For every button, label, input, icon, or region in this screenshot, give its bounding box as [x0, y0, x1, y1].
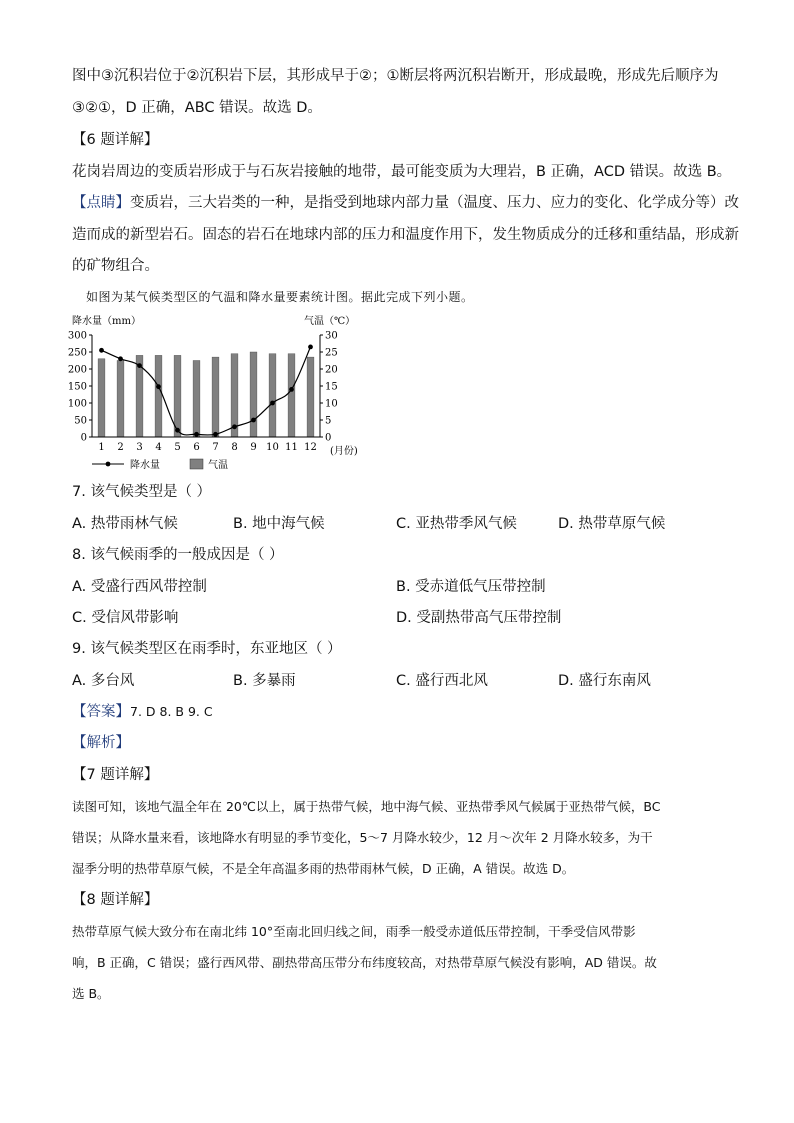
- q7-option-a[interactable]: A. 热带雨林气候: [72, 516, 178, 532]
- analysis-tag: 【解析】: [72, 735, 130, 751]
- x-tick-label: 2: [117, 442, 124, 453]
- left-tick-label: 50: [74, 415, 87, 427]
- text-line-5: 造而成的新型岩石。固态的岩石在地球内部的压力和温度作用下，发生物质成分的迁移和重结晶，形成新: [72, 227, 739, 243]
- x-tick-label: 9: [250, 442, 257, 453]
- precipitation-point: [270, 401, 275, 406]
- temperature-bar: [193, 361, 200, 438]
- temperature-bar: [307, 357, 314, 437]
- q9-option-c[interactable]: C. 盛行西北风: [396, 673, 488, 689]
- q8-option-c[interactable]: C. 受信风带影响: [72, 610, 179, 626]
- left-tick-label: 0: [80, 432, 87, 444]
- question-7: 7. 该气候类型是（ ）: [72, 484, 212, 500]
- temperature-bar: [155, 355, 162, 437]
- text-line-4: 变质岩，三大岩类的一种，是指受到地球内部力量（温度、压力、应力的变化、化学成分等）改: [130, 195, 739, 211]
- precipitation-point: [251, 418, 256, 423]
- q8-option-a[interactable]: A. 受盛行西风带控制: [72, 579, 207, 595]
- precipitation-point: [194, 432, 199, 437]
- left-tick-label: 150: [68, 381, 87, 393]
- q9-option-b[interactable]: B. 多暴雨: [233, 673, 296, 689]
- explain-line-4: 热带草原气候大致分布在南北纬 10°至南北回归线之间，雨季一般受赤道低压带控制，干季受信风带影: [72, 924, 636, 939]
- q7-option-d[interactable]: D. 热带草原气候: [558, 516, 666, 532]
- x-unit-label: (月份): [330, 446, 358, 457]
- precipitation-point: [289, 387, 294, 392]
- explain-line-2: 错误；从降水量来看，该地降水有明显的季节变化，5～7 月降水较少，12 月～次年 2 月降水较多，为干: [72, 830, 653, 845]
- right-tick-label: 30: [325, 330, 338, 342]
- right-axis-label: 气温（℃）: [304, 316, 356, 327]
- x-tick-label: 10: [266, 442, 279, 453]
- q7-option-c[interactable]: C. 亚热带季风气候: [396, 516, 517, 532]
- x-tick-label: 1: [98, 442, 105, 453]
- chart-caption: 如图为某气候类型区的气温和降水量要素统计图。据此完成下列小题。: [86, 290, 474, 304]
- answer-text: 7. D 8. B 9. C: [130, 704, 213, 719]
- right-tick-label: 25: [325, 347, 338, 359]
- precipitation-line: [102, 347, 311, 435]
- section-header-7: 【7 题详解】: [72, 767, 159, 783]
- right-tick-label: 10: [325, 398, 338, 410]
- legend-bar-swatch: [190, 459, 203, 469]
- temperature-bar: [288, 354, 295, 437]
- explain-line-5: 响，B 正确，C 错误；盛行西风带、副热带高压带分布纬度较高，对热带草原气候没有影响，AD 错误。故: [72, 955, 657, 970]
- right-tick-label: 20: [325, 364, 338, 376]
- precipitation-point: [99, 348, 104, 353]
- precipitation-point: [308, 345, 313, 350]
- x-tick-label: 11: [285, 442, 298, 453]
- q9-option-a[interactable]: A. 多台风: [72, 673, 135, 689]
- x-tick-label: 7: [212, 442, 219, 453]
- right-tick-label: 0: [325, 432, 332, 444]
- explain-line-1: 读图可知，该地气温全年在 20℃以上，属于热带气候，地中海气候、亚热带季风气候属于亚热带气候，BC: [72, 799, 661, 814]
- left-axis-label: 降水量（mm）: [72, 316, 141, 327]
- text-line-6: 的矿物组合。: [72, 258, 159, 274]
- right-tick-label: 15: [325, 381, 338, 393]
- dianjing-line: [72, 193, 739, 213]
- precipitation-point: [118, 356, 123, 361]
- precipitation-point: [137, 363, 142, 368]
- x-tick-label: 8: [231, 442, 238, 453]
- x-tick-label: 4: [155, 442, 162, 453]
- answer-tag: 【答案】: [72, 704, 130, 720]
- precipitation-point: [175, 428, 180, 433]
- section-header-6: 【6 题详解】: [72, 132, 159, 148]
- temperature-bar: [98, 359, 105, 437]
- x-tick-label: 6: [193, 442, 200, 453]
- text-line-3: 花岗岩周边的变质岩形成于与石灰岩接触的地带，最可能变质为大理岩，B 正确，ACD 错误。故选 B。: [72, 164, 732, 180]
- legend-line-marker: [106, 462, 111, 467]
- right-tick-label: 5: [325, 415, 332, 427]
- temperature-bar: [117, 361, 124, 438]
- precipitation-point: [213, 432, 218, 437]
- text-line-1: 图中③沉积岩位于②沉积岩下层，其形成早于②；①断层将两沉积岩断开，形成最晚，形成先后顺序为: [72, 68, 719, 84]
- precipitation-point: [156, 384, 161, 389]
- section-header-8: 【8 题详解】: [72, 892, 159, 908]
- explain-line-3: 湿季分明的热带草原气候，不是全年高温多雨的热带雨林气候，D 正确，A 错误。故选 D。: [72, 861, 575, 876]
- temperature-bar: [269, 354, 276, 437]
- temperature-bar: [212, 357, 219, 437]
- q8-option-b[interactable]: B. 受赤道低气压带控制: [396, 579, 546, 595]
- explain-line-6: 选 B。: [72, 986, 110, 1001]
- precipitation-point: [232, 424, 237, 429]
- left-tick-label: 100: [68, 398, 87, 410]
- answer-line: [72, 702, 213, 722]
- x-tick-label: 12: [304, 442, 317, 453]
- temperature-bar: [250, 352, 257, 437]
- x-tick-label: 3: [136, 442, 143, 453]
- legend-label-temp: 气温: [208, 460, 228, 471]
- temperature-bar: [174, 355, 181, 437]
- climate-chart: [68, 306, 368, 476]
- question-9: 9. 该气候类型区在雨季时，东亚地区（ ）: [72, 641, 342, 657]
- left-tick-label: 250: [68, 347, 87, 359]
- q7-option-b[interactable]: B. 地中海气候: [233, 516, 325, 532]
- dianjing-tag: 【点睛】: [72, 195, 130, 211]
- legend-label-precip: 降水量: [130, 460, 160, 471]
- x-tick-label: 5: [174, 442, 181, 453]
- left-tick-label: 200: [68, 364, 87, 376]
- q8-option-d[interactable]: D. 受副热带高气压带控制: [396, 610, 562, 626]
- text-line-2: ③②①，D 正确，ABC 错误。故选 D。: [72, 100, 322, 116]
- question-8: 8. 该气候雨季的一般成因是（ ）: [72, 547, 284, 563]
- q9-option-d[interactable]: D. 盛行东南风: [558, 673, 651, 689]
- left-tick-label: 300: [68, 330, 87, 342]
